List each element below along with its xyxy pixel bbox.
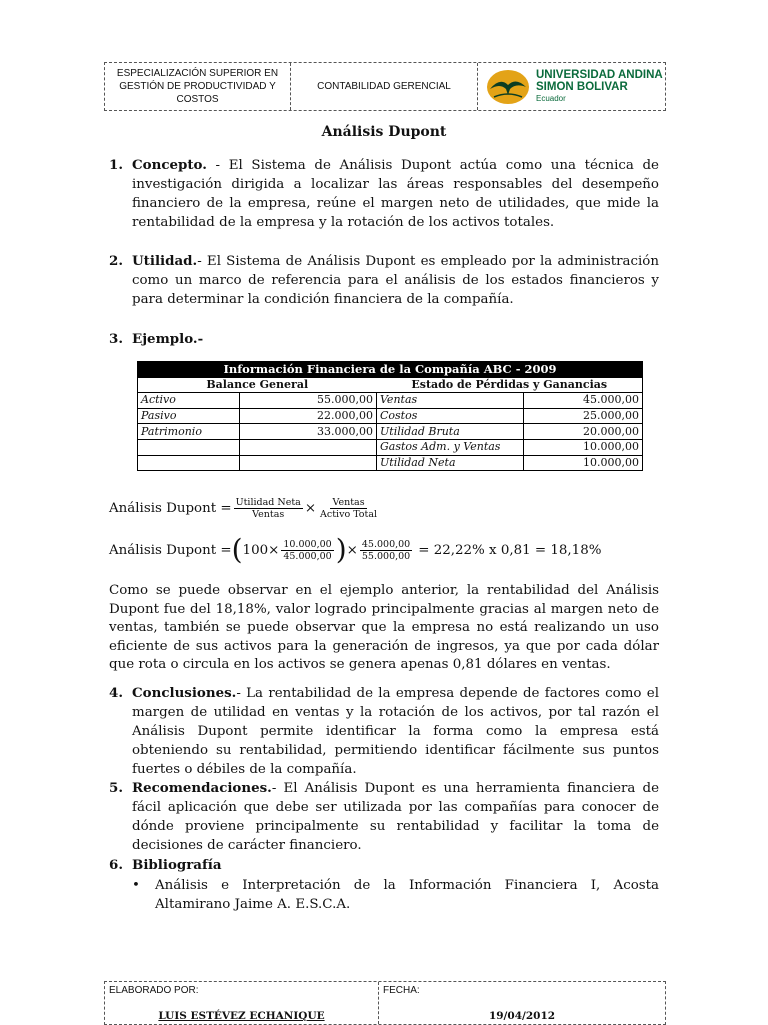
table-cell: Ventas — [377, 393, 524, 409]
section-heading: Recomendaciones. — [132, 780, 272, 796]
fraction-numerator: Utilidad Neta — [235, 497, 301, 508]
section-utilidad — [109, 252, 659, 309]
table-cell: Utilidad Neta — [377, 455, 524, 471]
table-cell: 22.000,00 — [240, 408, 377, 424]
date-value: 19/04/2012 — [488, 1010, 556, 1022]
section-ejemplo — [109, 330, 659, 349]
table-cell: 25.000,00 — [524, 408, 643, 424]
table-cell: 20.000,00 — [524, 424, 643, 440]
fraction-denominator: 45.000,00 — [283, 550, 332, 562]
table-row — [138, 408, 643, 424]
table-title: Información Financiera de la Compañía ABC - 2009 — [138, 362, 643, 378]
section-heading: Concepto. — [132, 157, 207, 173]
author-name: LUIS ESTÉVEZ ECHANIQUE — [158, 1010, 325, 1022]
section-text: - El Análisis Dupont es una herramienta financiera de fácil aplicación que debe ser utilizada por las compañías para conocer de dónde proviene principalmente su rentabilidad y facilitar la toma de decisiones de carácter financiero. — [132, 781, 659, 853]
table-cell: 45.000,00 — [524, 393, 643, 409]
table-cell: Activo — [138, 393, 240, 409]
balance-general-header: Balance General — [138, 377, 377, 393]
table-cell — [240, 439, 377, 455]
section-text: - El Sistema de Análisis Dupont es empleado por la administración como un marco de referencia para el análisis de los estados financieros y para determinar la condición financiera de la compañía. — [132, 254, 659, 307]
section-number: 2. — [109, 253, 123, 269]
table-cell: Gastos Adm. y Ventas — [377, 439, 524, 455]
section-text: - — [197, 331, 204, 347]
section-text: - El Sistema de Análisis Dupont actúa como una técnica de investigación dirigida a localizar las áreas responsables del desempeño financiero de la empresa, reúne el margen neto de utilidades, que mide la rentabilidad de la empresa y la rotación de los activos totales. — [132, 158, 659, 230]
author-cell — [105, 982, 379, 1024]
section-bibliografia — [109, 856, 659, 875]
section-recomendaciones — [109, 779, 659, 855]
fraction-numerator: Ventas — [332, 497, 365, 508]
formula-lhs: Análisis Dupont = — [109, 542, 232, 558]
table-cell — [240, 455, 377, 471]
fraction-rotacion-value — [360, 539, 412, 562]
bibliography-text: Análisis e Interpretación de la Información Financiera I, Acosta Altamirano Jaime A. E.S.C.A. — [155, 878, 659, 912]
table-cell: Utilidad Bruta — [377, 424, 524, 440]
formula-general — [109, 497, 381, 520]
footer-table — [104, 981, 666, 1025]
section-heading: Conclusiones. — [132, 685, 237, 701]
fraction-denominator: Ventas — [252, 509, 285, 520]
financial-table — [137, 361, 643, 471]
program-name: ESPECIALIZACIÓN SUPERIOR EN GESTIÓN DE PRODUCTIVIDAD Y COSTOS — [105, 63, 291, 110]
section-heading: Utilidad. — [132, 253, 198, 269]
section-number: 1. — [109, 157, 123, 173]
section-text: - La rentabilidad de la empresa depende de factores como el margen de utilidad en ventas y la rotación de los activos, por tal razón el Análisis Dupont permite identificar la forma como la empresa está obteniendo su rentabilidad, permitiendo identificar fácilmente sus puntos fuertes o débiles de la compañía. — [132, 686, 659, 777]
times-sign: × — [304, 501, 317, 516]
fraction-denominator: 55.000,00 — [361, 550, 411, 562]
fraction-numerator: 45.000,00 — [361, 538, 411, 550]
author-label: ELABORADO POR: — [109, 985, 199, 996]
section-number: 6. — [109, 857, 123, 873]
bullet-icon: • — [132, 878, 140, 893]
table-cell: 10.000,00 — [524, 455, 643, 471]
formula-lhs: Análisis Dupont = — [109, 501, 232, 516]
fraction-margen-value — [281, 539, 333, 562]
university-line2: SIMON BOLIVAR — [536, 80, 628, 93]
table-cell: 55.000,00 — [240, 393, 377, 409]
table-cell: Costos — [377, 408, 524, 424]
document-title: Análisis Dupont — [321, 124, 447, 140]
open-paren: ( — [231, 533, 243, 566]
university-logo — [486, 69, 663, 105]
section-concepto — [109, 156, 659, 232]
date-cell — [379, 982, 665, 1024]
fraction-denominator: Activo Total — [320, 509, 378, 520]
section-number: 4. — [109, 685, 123, 701]
estado-pyg-header: Estado de Pérdidas y Ganancias — [377, 377, 643, 393]
table-row — [138, 455, 643, 471]
close-paren: ) — [335, 533, 347, 566]
table-cell — [138, 439, 240, 455]
observation-paragraph: Como se puede observar en el ejemplo anterior, la rentabilidad del Análisis Dupont fue del 18,18%, valor logrado principalmente gracias al margen neto de ventas, también se puede observar que la empresa no está realizando un uso eficiente de sus activos para la generación de ingresos, ya que por cada dólar que rota o circula en los activos se genera apenas 0,81 dólares en ventas. — [109, 583, 659, 672]
section-number: 5. — [109, 780, 123, 796]
formula-example — [109, 533, 602, 566]
fraction-margen — [234, 497, 303, 520]
bibliography-item — [132, 876, 659, 914]
table-row — [138, 424, 643, 440]
header-table — [104, 62, 666, 111]
times-sign: × — [268, 542, 280, 558]
table-row — [138, 439, 643, 455]
table-cell: Pasivo — [138, 408, 240, 424]
section-heading: Bibliografía — [132, 857, 222, 873]
times-sign: × — [346, 542, 358, 558]
table-cell: 10.000,00 — [524, 439, 643, 455]
university-line1: UNIVERSIDAD ANDINA — [536, 68, 663, 81]
university-logo-cell — [478, 63, 665, 110]
formula-result: = 22,22% x 0,81 = 18,18% — [418, 542, 602, 558]
condor-logo-icon — [486, 69, 530, 105]
section-heading: Ejemplo. — [132, 331, 198, 347]
fraction-rotacion — [318, 497, 379, 520]
date-label: FECHA: — [383, 985, 420, 996]
section-number: 3. — [109, 331, 123, 347]
university-sub: Ecuador — [536, 93, 566, 103]
fraction-numerator: 10.000,00 — [283, 538, 332, 550]
table-row — [138, 393, 643, 409]
university-name — [536, 69, 663, 105]
table-cell: 33.000,00 — [240, 424, 377, 440]
table-cell: Patrimonio — [138, 424, 240, 440]
course-name: CONTABILIDAD GERENCIAL — [291, 63, 478, 110]
hundred: 100 — [242, 542, 269, 558]
section-conclusiones — [109, 684, 659, 779]
table-cell — [138, 455, 240, 471]
